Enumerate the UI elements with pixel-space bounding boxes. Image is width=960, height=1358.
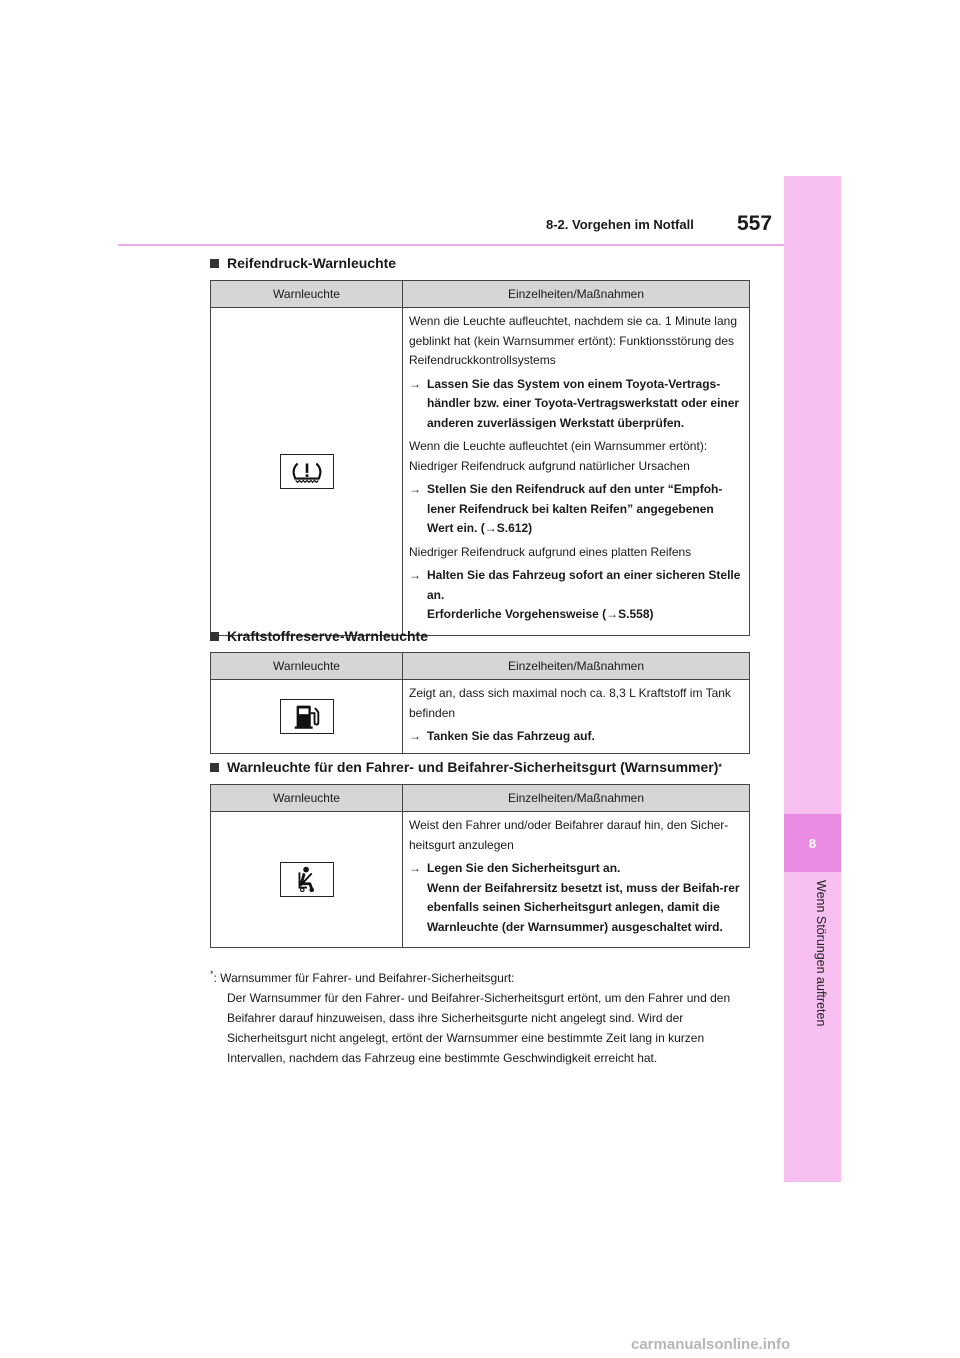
action-label: Halten Sie das Fahrzeug sofort an einer sicheren Stelle an. — [427, 568, 741, 602]
section-title-seatbelt — [210, 759, 722, 775]
section-title-fuel-reserve — [210, 628, 428, 644]
table-header-row — [211, 785, 750, 812]
action-label: Lassen Sie das System von einem Toyota-Vertrags-händler bzw. einer Toyota-Vertragswerkstatt oder einer anderen zuverlässigen Werkstatt überprüfen. — [427, 376, 740, 430]
bullet-square-icon — [210, 259, 219, 268]
section-title-text: Warnleuchte für den Fahrer- und Beifahrer-Sicherheitsgurt (Warnsummer) — [227, 759, 719, 775]
table-row — [211, 680, 750, 754]
header-rule — [118, 244, 784, 246]
table-header-row — [211, 281, 750, 308]
seatbelt-reminder-icon — [280, 862, 334, 897]
action-text — [409, 480, 743, 539]
table-row — [211, 812, 750, 948]
arrow-icon: → — [409, 861, 421, 875]
details-cell — [403, 308, 750, 636]
detail-text: Weist den Fahrer und/oder Beifahrer darauf hin, den Sicher-heitsgurt anzulegen — [409, 818, 729, 852]
arrow-icon: → — [409, 729, 421, 743]
action-label: Stellen Sie den Reifendruck auf den unter “Empfoh-lener Reifendruck bei kalten Reifen” angegebenen Wert ein. (→S.612) — [427, 482, 723, 535]
tire-pressure-table — [210, 280, 750, 636]
arrow-icon: → — [409, 568, 421, 582]
column-header-warnleuchte: Warnleuchte — [211, 281, 403, 308]
footnote — [210, 964, 750, 1068]
footnote-body: Der Warnsummer für den Fahrer- und Beifahrer-Sicherheitsgurt ertönt, um den Fahrer und den Beifahrer darauf hinzuweisen, dass ihre Sicherheitsgurte nicht angelegt sind. Wird der Sicherheitsgurt nicht angelegt, ertönt der Warnsummer eine bestimmte Zeit lang in kurzen Intervallen, nachdem das Fahrzeug eine bestimmte Geschwindigkeit erreicht hat. — [227, 991, 731, 1065]
seatbelt-table — [210, 784, 750, 948]
bullet-square-icon — [210, 763, 219, 772]
column-header-warnleuchte: Warnleuchte — [211, 653, 403, 680]
action-label: Legen Sie den Sicherheitsgurt an. — [427, 861, 621, 875]
chapter-title-vertical: Wenn Störungen auftreten — [814, 880, 828, 1027]
fuel-reserve-table — [210, 652, 750, 754]
icon-cell — [211, 680, 403, 754]
watermark: carmanualsonline.info — [631, 1336, 791, 1353]
table-row — [211, 308, 750, 636]
footnote-marker: * — [718, 762, 722, 772]
action-text — [409, 859, 743, 879]
footnote-lead: : Warnsummer für Fahrer- und Beifahrer-Sicherheitsgurt: — [213, 971, 515, 985]
action-continuation: Wenn der Beifahrersitz besetzt ist, muss der Beifah-rer ebenfalls seinen Sicherheitsgurt anlegen, damit die Warnleuchte (der Warnsummer) ausgeschaltet wird. — [427, 880, 740, 934]
column-header-details: Einzelheiten/Maßnahmen — [403, 281, 750, 308]
chapter-number-tab: 8 — [784, 814, 841, 872]
arrow-icon: → — [409, 376, 421, 391]
fuel-pump-icon — [280, 699, 334, 734]
section-title-text: Reifendruck-Warnleuchte — [227, 255, 397, 271]
action-text — [409, 375, 743, 434]
detail-text: Zeigt an, dass sich maximal noch ca. 8,3 L Kraftstoff im Tank befinden — [409, 686, 731, 720]
column-header-warnleuchte: Warnleuchte — [211, 785, 403, 812]
action-text — [409, 566, 743, 605]
column-header-details: Einzelheiten/Maßnahmen — [403, 653, 750, 680]
action-continuation: Erforderliche Vorgehensweise (→S.558) — [427, 607, 654, 621]
bullet-square-icon — [210, 632, 219, 641]
detail-text: Wenn die Leuchte aufleuchtet, nachdem sie ca. 1 Minute lang geblinkt hat (kein Warnsummer ertönt): Funktionsstörung des Reifendruckkontrollsystems — [409, 314, 737, 367]
footnote-lead-line — [210, 964, 750, 988]
header-section-title: 8-2. Vorgehen im Notfall — [546, 217, 694, 232]
details-cell — [403, 680, 750, 754]
detail-text: Wenn die Leuchte aufleuchtet (ein Warnsummer ertönt): Niedriger Reifendruck aufgrund natürlicher Ursachen — [409, 439, 708, 473]
section-title-tire-pressure — [210, 255, 396, 271]
section-title-text: Kraftstoffreserve-Warnleuchte — [227, 628, 428, 644]
table-header-row — [211, 653, 750, 680]
column-header-details: Einzelheiten/Maßnahmen — [403, 785, 750, 812]
footnote-marker: * — [210, 969, 214, 979]
action-label: Tanken Sie das Fahrzeug auf. — [427, 729, 595, 743]
icon-cell — [211, 308, 403, 636]
page-number: 557 — [737, 212, 773, 235]
detail-text: Niedriger Reifendruck aufgrund eines platten Reifens — [409, 544, 692, 559]
action-text — [409, 727, 743, 747]
details-cell — [403, 812, 750, 948]
icon-cell — [211, 812, 403, 948]
arrow-icon: → — [409, 482, 421, 496]
tire-pressure-warning-icon — [280, 454, 334, 489]
